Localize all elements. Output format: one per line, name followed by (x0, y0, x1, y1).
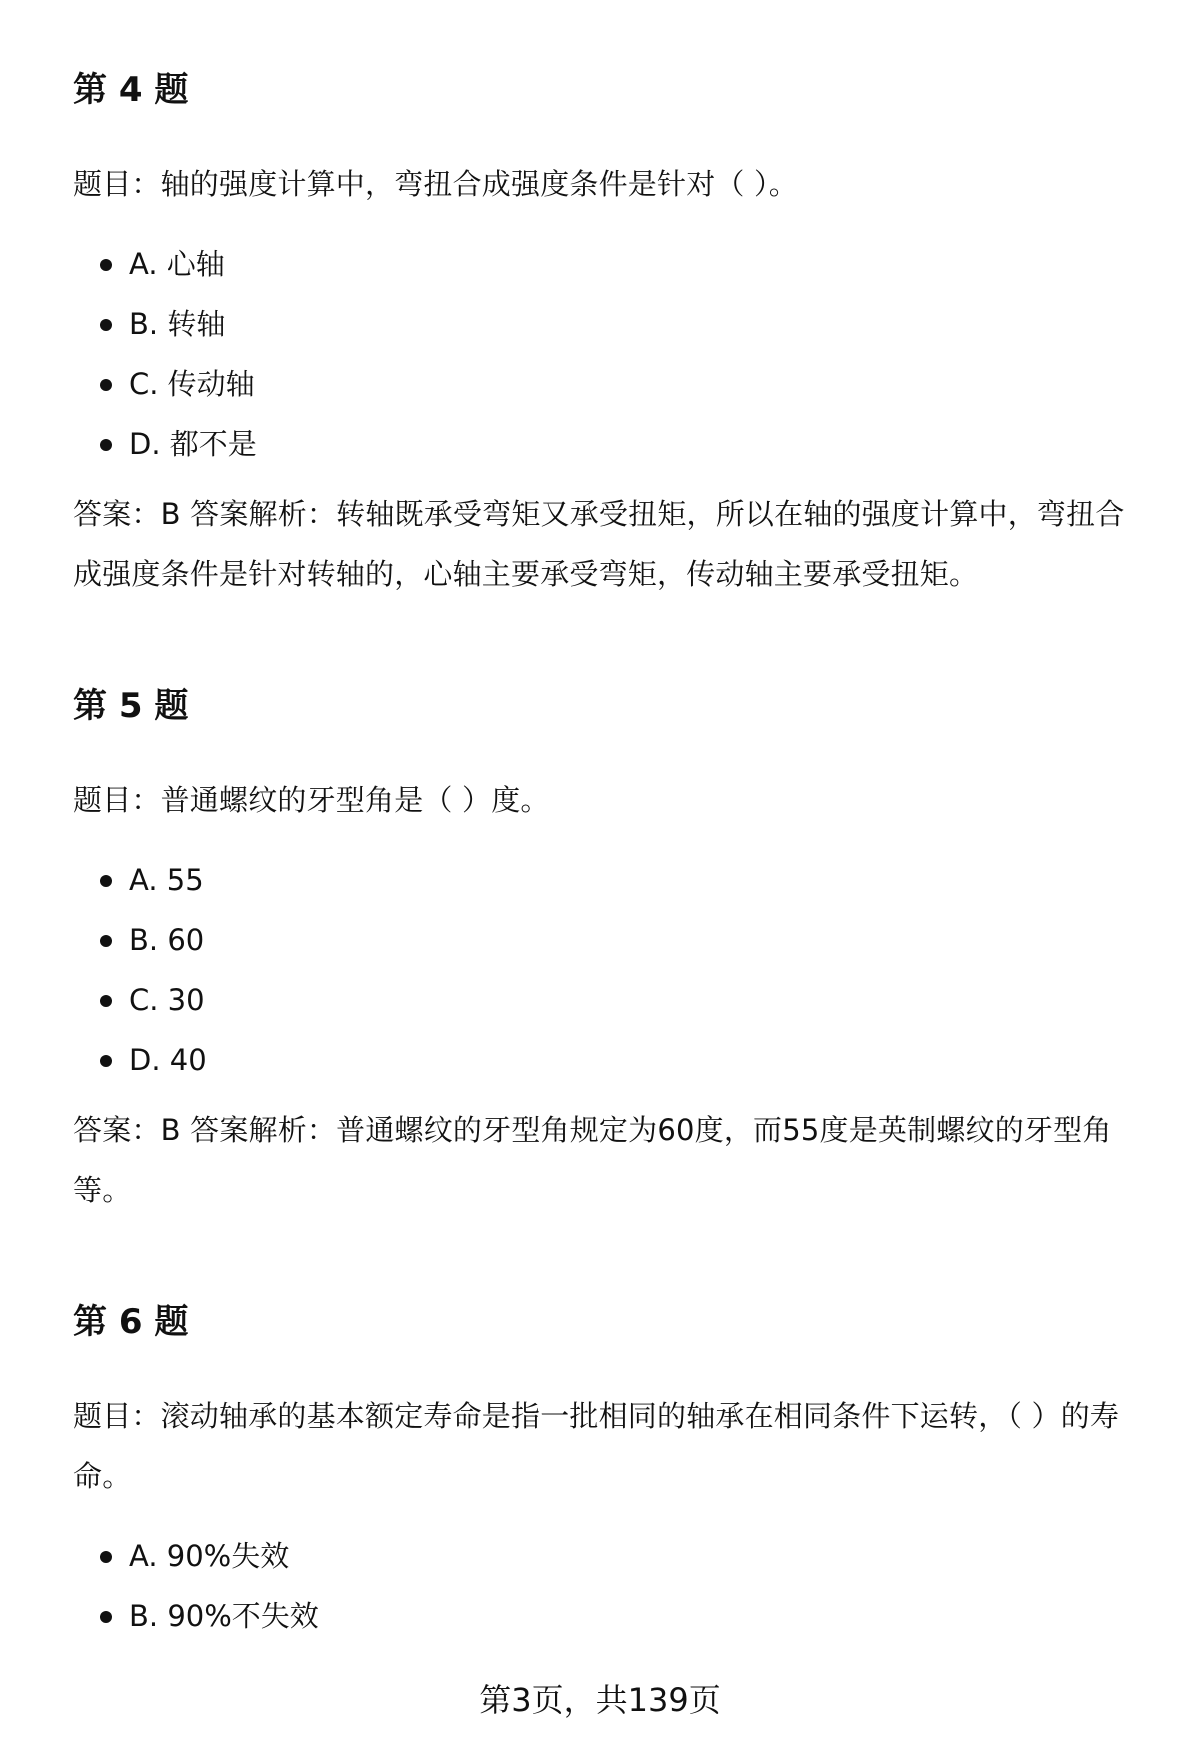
question-stem: 题目：滚动轴承的基本额定寿命是指一批相同的轴承在相同条件下运转，（ ）的寿命。 (73, 1399, 1120, 1493)
option-label: A. 90%失效 (129, 1539, 290, 1573)
option-label: A. 55 (129, 863, 204, 897)
bullet-icon (100, 319, 112, 331)
question-stem: 题目：普通螺纹的牙型角是（ ）度。 (73, 783, 550, 817)
bullet-icon (100, 1551, 112, 1563)
option-label: B. 60 (129, 923, 205, 957)
option-label: C. 传动轴 (129, 367, 255, 401)
option-label: D. 都不是 (129, 427, 257, 461)
option-item (73, 860, 1153, 900)
bullet-icon (100, 1055, 112, 1067)
option-label: B. 90%不失效 (129, 1599, 319, 1633)
option-item (73, 1596, 1153, 1636)
option-list (73, 244, 1153, 464)
bullet-icon (100, 439, 112, 451)
question-heading: 第 5 题 (73, 686, 189, 726)
option-item (73, 364, 1153, 404)
option-item (73, 304, 1153, 344)
bullet-icon (100, 875, 112, 887)
option-item (73, 1040, 1153, 1080)
answer-explanation: 答案：B 答案解析：普通螺纹的牙型角规定为60度，而55度是英制螺纹的牙型角等。 (73, 1113, 1112, 1207)
question-stem: 题目：轴的强度计算中，弯扭合成强度条件是针对（ ）。 (73, 167, 798, 201)
answer-explanation: 答案：B 答案解析：转轴既承受弯矩又承受扭矩，所以在轴的强度计算中，弯扭合成强度条件是针对转轴的，心轴主要承受弯矩，传动轴主要承受扭矩。 (73, 497, 1125, 591)
bullet-icon (100, 259, 112, 271)
option-label: C. 30 (129, 983, 205, 1017)
option-list (73, 860, 1153, 1080)
page-footer (0, 1680, 1200, 1720)
question-6 (73, 1302, 1153, 1656)
page-number-label: 第3页，共139页 (479, 1681, 721, 1719)
option-list (73, 1536, 1153, 1636)
bullet-icon (100, 1611, 112, 1623)
question-4 (73, 70, 1153, 604)
bullet-icon (100, 995, 112, 1007)
bullet-icon (100, 379, 112, 391)
option-item (73, 1536, 1153, 1576)
question-heading: 第 6 题 (73, 1302, 189, 1342)
option-item (73, 424, 1153, 464)
option-item (73, 920, 1153, 960)
option-label: B. 转轴 (129, 307, 226, 341)
option-label: D. 40 (129, 1043, 207, 1077)
question-5 (73, 686, 1153, 1220)
option-item (73, 980, 1153, 1020)
option-item (73, 244, 1153, 284)
question-heading: 第 4 题 (73, 70, 189, 110)
option-label: A. 心轴 (129, 247, 225, 281)
bullet-icon (100, 935, 112, 947)
